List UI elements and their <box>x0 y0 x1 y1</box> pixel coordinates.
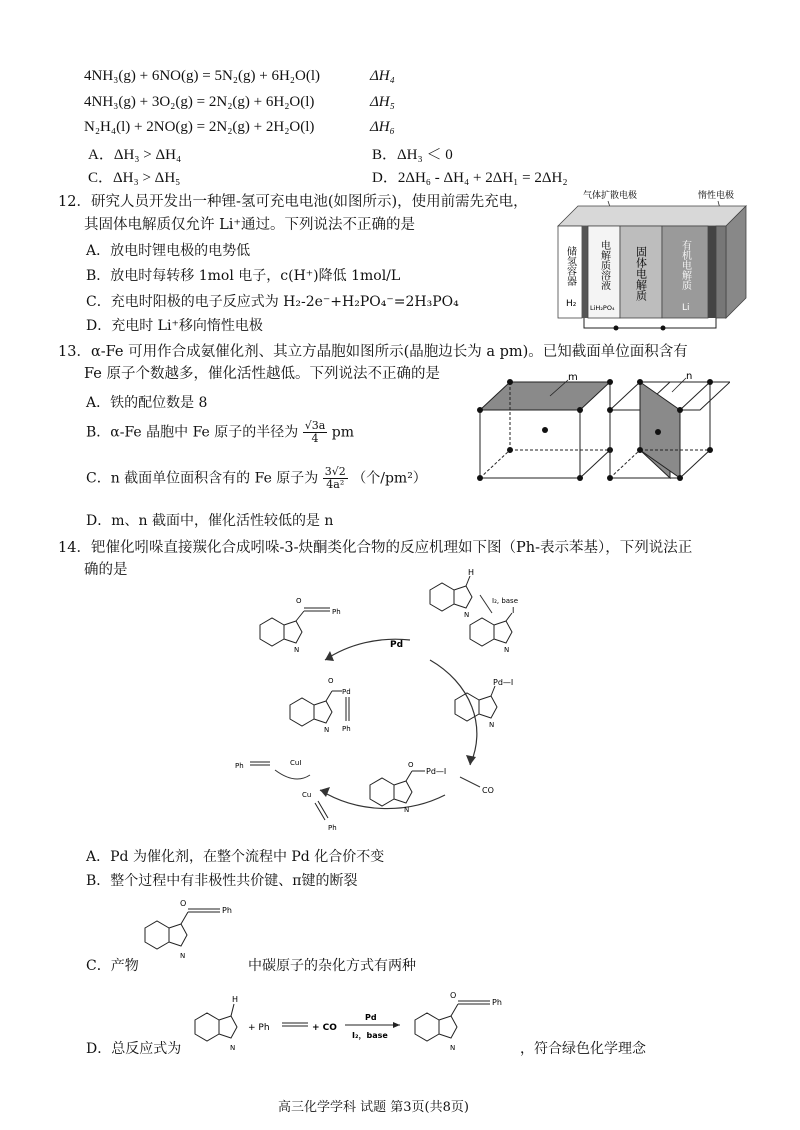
cui-label: CuI <box>290 759 302 767</box>
svg-text:N: N <box>230 1044 236 1052</box>
q11-option-a[interactable]: A．ΔH₃ > ΔH₄ <box>88 147 182 163</box>
c-ph-label: Ph <box>222 906 232 915</box>
svg-text:N: N <box>450 1044 456 1052</box>
svg-text:Ph: Ph <box>342 725 351 733</box>
reaction-cond-bottom: I₂，base <box>352 1031 388 1040</box>
svg-text:H: H <box>468 568 475 577</box>
q12-stem-line1: 12．研究人员开发出一种锂-氢可充电电池(如图所示)，使用前需先充电， <box>58 194 528 210</box>
svg-text:O: O <box>296 597 302 605</box>
svg-text:Pd—I: Pd—I <box>426 767 447 776</box>
equation-1: 4NH₃(g) + 6NO(g) = 5N₂(g) + 6H₂O(l) <box>84 68 321 84</box>
q11-option-d[interactable]: D．2ΔH₆ - ΔH₄ + 2ΔH₁ = 2ΔH₂ <box>372 170 568 186</box>
label-gas-electrode: 气体扩散电极 <box>583 191 638 201</box>
ph-alkyne-label: Ph <box>235 762 244 770</box>
i2-base-label: I₂, base <box>492 597 519 605</box>
svg-text:Pd: Pd <box>342 688 351 696</box>
cube-m <box>477 372 613 481</box>
q13-option-c-unit: （个/pm²） <box>352 470 427 487</box>
q14-stem-line1: 14．钯催化吲哚直接羰化合成吲哚-3-炔酮类化合物的反应机理如下图（Ph-表示苯基），下列说法正 <box>58 540 693 556</box>
svg-text:N: N <box>404 806 410 814</box>
q13-option-a[interactable]: A．铁的配位数是 8 <box>86 395 208 411</box>
q13-option-c[interactable] <box>86 466 427 491</box>
indole-pd-i <box>455 678 513 729</box>
reaction-plus-ph: + Ph <box>248 1023 270 1033</box>
svg-text:N: N <box>294 646 300 654</box>
q13-option-b[interactable] <box>86 420 354 445</box>
svg-text:Ph: Ph <box>332 608 341 616</box>
indole-start <box>430 568 474 619</box>
q12-option-b[interactable]: B．放电时每转移 1mol 电子，c(H⁺)降低 1mol/L <box>86 268 401 284</box>
catalytic-cycle <box>230 565 570 845</box>
svg-text:H: H <box>232 995 239 1004</box>
q14-option-c[interactable] <box>86 955 139 975</box>
product-structure-c <box>140 898 245 968</box>
cube-n-diagram <box>600 370 720 485</box>
svg-text:N: N <box>324 726 330 734</box>
label-inert-electrode: 惰性电极 <box>698 191 735 201</box>
q13-option-b-fraction: $\frac{√3a}{4}$ <box>304 419 326 445</box>
col-h2-label: H₂ <box>566 299 577 309</box>
q13-stem-line1: 13．α-Fe 可用作合成氨催化剂、其立方晶胞如图所示(晶胞边长为 a pm)。已知截面单位面积含有 <box>58 344 688 360</box>
col-li-label: Li <box>682 303 690 313</box>
q14-option-c-post: 中碳原子的杂化方式有两种 <box>248 958 416 974</box>
indole-alkynyl-pd <box>290 677 351 734</box>
col-organic-electrolyte: 有机电解质 <box>679 240 691 290</box>
q13-option-b-unit: pm <box>331 424 355 441</box>
q11-option-b[interactable]: B．ΔH₃ ＜ 0 <box>372 147 453 163</box>
product-indole <box>415 991 502 1052</box>
svg-text:Pd—I: Pd—I <box>493 678 514 687</box>
svg-text:Ph: Ph <box>492 998 502 1007</box>
q13-option-b-text: B．α-Fe 晶胞中 Fe 原子的半径为 <box>86 424 299 441</box>
q14-option-d-post: ，符合绿色化学理念 <box>520 1041 646 1057</box>
indole-product <box>260 597 341 654</box>
q12-option-d[interactable]: D．充电时 Li⁺移向惰性电极 <box>86 318 263 334</box>
reaction-plus-co: + CO <box>312 1023 337 1033</box>
q14-option-c-pre: C．产物 <box>86 958 139 974</box>
cube-m-label: m <box>568 372 578 383</box>
overall-reaction <box>190 990 520 1060</box>
q14-option-d-pre: D．总反应式为 <box>86 1041 182 1057</box>
equation-3-dh: ΔH₆ <box>370 119 395 135</box>
c-n-label: N <box>180 952 186 960</box>
svg-text:N: N <box>464 611 470 619</box>
q13-stem-line2: Fe 原子个数越多，催化活性越低。下列说法不正确的是 <box>84 366 440 382</box>
cycle-pd-label: Pd <box>390 640 404 650</box>
svg-text:O: O <box>328 677 334 685</box>
q13-option-d[interactable]: D．m、n 截面中，催化活性较低的是 n <box>86 513 334 529</box>
battery-diagram <box>548 188 748 338</box>
q13-option-c-fraction: $\frac{3√2}{\text{4a²}}$ <box>324 465 346 491</box>
col-electrolyte-solution: 电解质溶液 <box>598 240 610 290</box>
equation-2-dh: ΔH₅ <box>370 94 395 110</box>
equation-1-dh: ΔH₄ <box>370 68 395 84</box>
svg-text:O: O <box>450 991 457 1000</box>
indole-iodo <box>470 606 514 654</box>
q12-option-c[interactable]: C．充电时阳极的电子反应式为 H₂-2e⁻+H₂PO₄⁻=2H₃PO₄ <box>86 294 459 310</box>
svg-text:N: N <box>504 646 510 654</box>
q12-option-a[interactable]: A．放电时锂电极的电势低 <box>86 243 251 259</box>
q14-option-d[interactable] <box>86 1038 181 1058</box>
reaction-cond-top: Pd <box>365 1013 377 1022</box>
cu-label: Cu <box>302 791 312 799</box>
q11-option-c[interactable]: C．ΔH₃ > ΔH₅ <box>88 170 181 186</box>
c-o-label: O <box>180 899 187 908</box>
cube-n-label: n <box>686 371 693 382</box>
co-label: CO <box>482 786 494 795</box>
q13-option-c-text: C．n 截面单位面积含有的 Fe 原子为 <box>86 470 319 487</box>
col-lih2po4: LiH₂PO₄ <box>590 304 615 312</box>
svg-text:N: N <box>489 721 495 729</box>
q12-stem-line2: 其固体电解质仅允许 Li⁺通过。下列说法不正确的是 <box>84 217 416 233</box>
q14-stem-line2: 确的是 <box>84 562 128 578</box>
q14-option-a[interactable]: A．Pd 为催化剂，在整个流程中 Pd 化合价不变 <box>86 849 385 865</box>
indole-acyl-pd-i <box>370 761 446 814</box>
page-footer: 高三化学学科 试题 第3页(共8页) <box>278 1100 469 1115</box>
equation-3: N₂H₄(l) + 2NO(g) = 2N₂(g) + 2H₂O(l) <box>84 119 315 135</box>
col-solid-electrolyte: 固体电解质 <box>634 246 648 301</box>
cu-ph-label: Ph <box>328 824 337 832</box>
svg-text:I: I <box>512 606 515 615</box>
q14-option-b[interactable]: B．整个过程中有非极性共价键、π键的断裂 <box>86 873 358 889</box>
col-h2-storage: 储氢容器 <box>564 246 576 286</box>
reactant-indole <box>195 995 238 1052</box>
equation-2: 4NH₃(g) + 3O₂(g) = 2N₂(g) + 6H₂O(l) <box>84 94 315 110</box>
svg-text:O: O <box>408 761 414 769</box>
